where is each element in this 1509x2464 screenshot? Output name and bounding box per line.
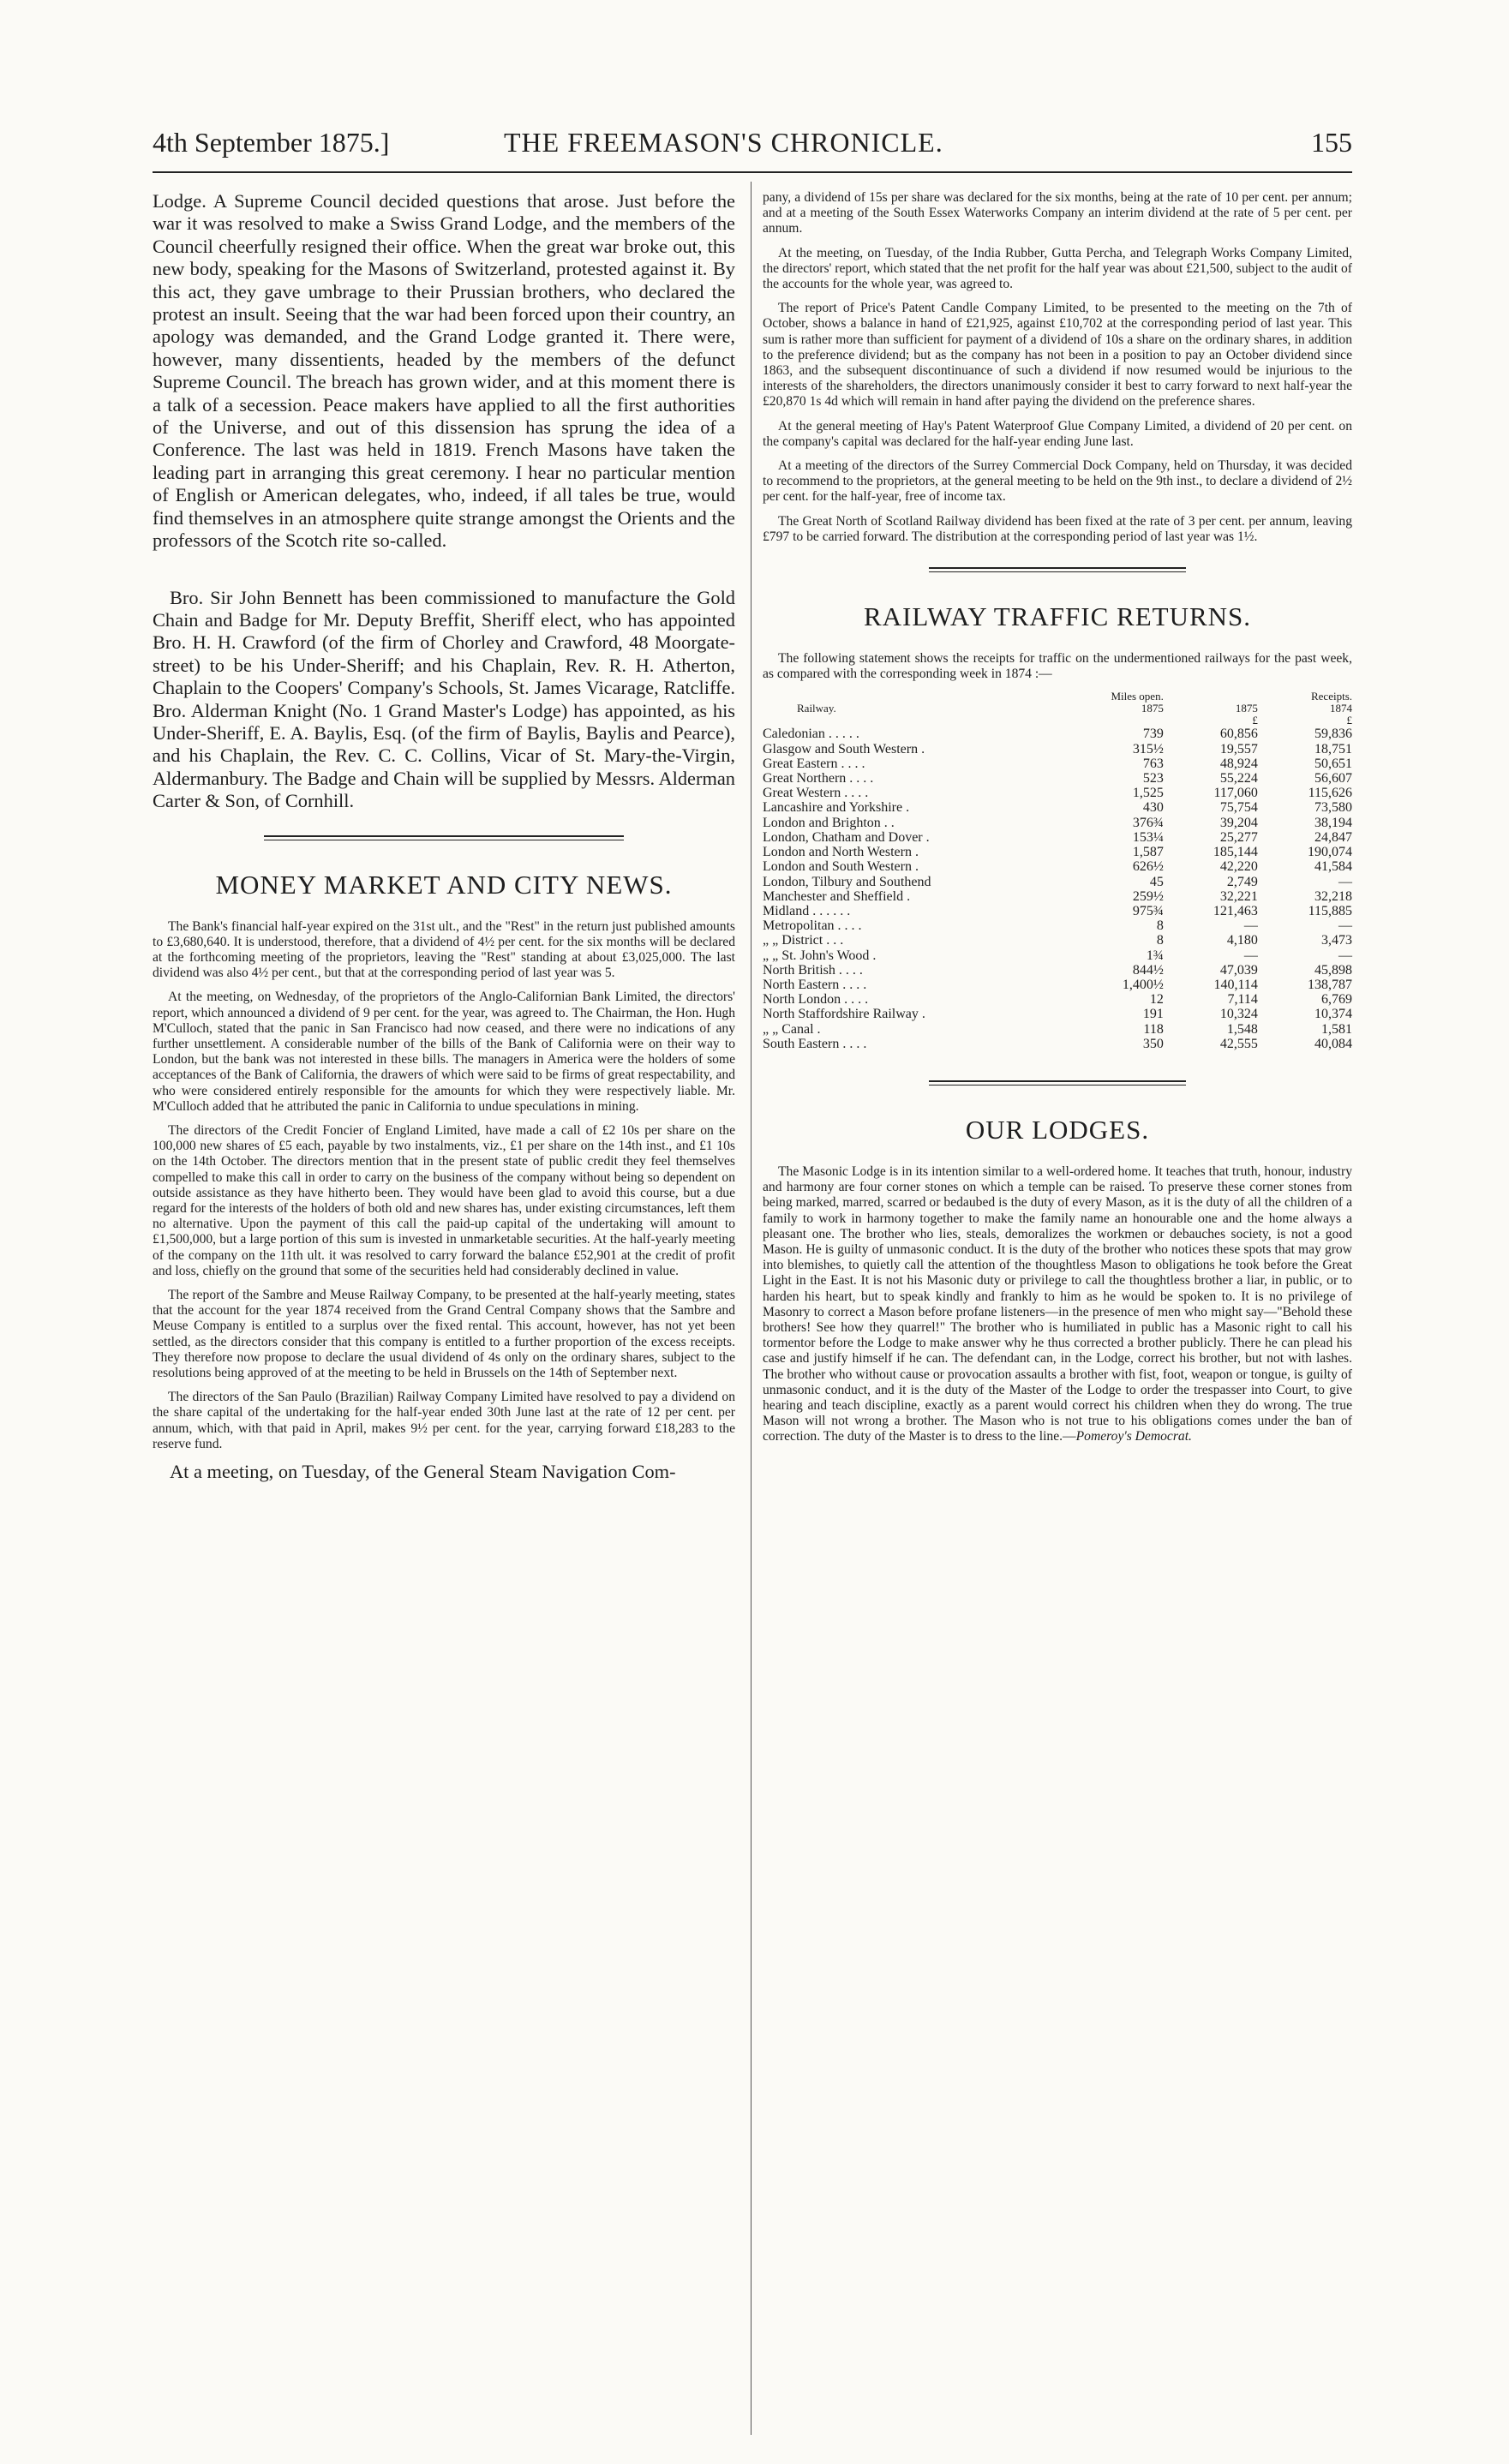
receipts-1874-cell: 38,194 bbox=[1314, 815, 1352, 830]
railway-name-cell: North Staffordshire Railway . bbox=[763, 1007, 925, 1022]
section-rule bbox=[929, 567, 1186, 572]
article-paragraph: At the meeting, on Wednesday, of the proprietors of the Anglo-Californian Bank Limited, the directors' report, which announced a dividend of 9 per cent. for the year, was agreed to. The Chairman, the Hon. Hugh M'Culloch, stated that the panic in San Francisco had now ceased, and there were no indications of any further unsettlement. A considerable number of the bills of the Bank of California were on their way to London, but the bank was not interested in these bills. The managers in America were the holders of some acceptances of the Bank of California, the drawers of which were said to be firms of great respectability, and who were considered entirely responsible for the amounts for which they were respectively liable. Mr. M'Culloch added that he attributed the panic in California to undue speculations in mining. bbox=[153, 990, 735, 1114]
receipts-1874-cell: 50,651 bbox=[1314, 756, 1352, 771]
lodges-heading: OUR LODGES. bbox=[965, 1114, 1150, 1145]
receipts-1874-cell: — bbox=[1338, 948, 1352, 963]
railway-intro: The following statement shows the receipts for traffic on the undermentioned railways for the past week, as compared with the corresponding week in 1874 :— bbox=[763, 651, 1352, 682]
railway-name-cell: South Eastern . . . . bbox=[763, 1036, 867, 1051]
miles-open-cell: 259½ bbox=[1132, 888, 1164, 904]
receipts-1875-cell: 48,924 bbox=[1219, 756, 1258, 771]
table-row bbox=[763, 800, 1352, 815]
miles-open-cell: 1¾ bbox=[1146, 948, 1164, 963]
receipts-1875-cell: 121,463 bbox=[1213, 903, 1258, 918]
column-divider bbox=[751, 182, 752, 2435]
railway-name-cell: London, Chatham and Dover . bbox=[763, 829, 930, 845]
railway-name-cell: Lancashire and Yorkshire . bbox=[763, 800, 910, 816]
page-number: 155 bbox=[1311, 127, 1352, 158]
closing-line-block bbox=[153, 1461, 735, 1483]
article-paragraph: The directors of the San Paulo (Brazilian) Railway Company Limited have resolved to pay a dividend on the share capital of the undertaking for the half-year ended 30th June last at the rate of 12 per cent. per annum, which, with that paid in April, makes 9½ per cent. for the year, carrying forward £18,283 to the reserve fund. bbox=[153, 1390, 735, 1451]
lodges-text: The Masonic Lodge is in its intention similar to a well-ordered home. It teaches that truth, honour, industry and harmony are four corner stones on which a temple can be raised. To preserve these corner stones from being marked, marred, scarred or bedaubed is the duty of every Mason, as it is the duty of all the children of a family to work in harmony together to make the family name an honourable one and the home always a pleasant one. The brother who lies, steals, demoralizes the workmen or debauches society, is not a good Mason. He is guilty of unmasonic conduct. It is the duty of the brother who notices these spots that may grow into blemishes, to quietly call the attention of the thoughtless Mason to obligations he took before the Great Light in the East. It is not his Masonic duty or privilege to call the thoughtless brother a liar, in public, or to harden his heart, but to speak kindly and frankly to him as he would be spoken to. It is no privilege of Masonry to correct a Mason before profane listeners—in the presence of men who might say—"Behold these brothers! See how they quarrel!" The brother who is humiliated in public has a Masonic right to call his tormentor before the Lodge to make answer why he thus corrected a brother publicly. There he can plead his case and justify himself if he can. The defendant can, in the Lodge, correct his brother, but not with lashes. The brother who without cause or provocation assaults a brother with fist, foot, weapon or tongue, is guilty of unmasonic conduct, and it is the duty of the Master of the Lodge to order the trespasser into Court, to give hearing and teach discipline, exactly as a parent would correct his children when they do wrong. The true Mason will not wrong a brother. The Mason who is not true to his obligations comes under the ban of correction. The duty of the Master is to dress to the line.— bbox=[763, 1163, 1352, 1444]
receipts-1874-cell: 32,218 bbox=[1314, 888, 1352, 904]
railway-name-cell: Glasgow and South Western . bbox=[763, 741, 925, 757]
left-column bbox=[153, 190, 735, 1492]
receipts-1874-cell: 115,626 bbox=[1308, 786, 1352, 801]
receipts-1875-cell: 117,060 bbox=[1213, 786, 1258, 801]
railway-name-cell: „ „ Canal . bbox=[763, 1021, 821, 1037]
lodges-source: Pomeroy's Democrat. bbox=[1075, 1429, 1192, 1444]
article-paragraph: Lodge. A Supreme Council decided questions that arose. Just before the war it was resolved to make a Swiss Grand Lodge, and the members of the Council cheerfully resigned their office. When the great war broke out, this new body, speaking for the Masons of Switzerland, protested against it. By this act, they gave umbrage to their Prussian brothers, who declared the protest an insult. Seeing that the war had been forced upon their country, an apology was demanded, and the Grand Lodge granted it. There were, however, many dissentients, headed by the members of the defunct Supreme Council. The breach has grown wider, and at this moment there is a talk of a secession. Peace makers have applied to all the first authorities of the Universe, and out of this dissension has sprung the idea of a Conference. The last was held in 1819. French Masons have taken the leading part in arranging this great ceremony. I hear no particular mention of English or American delegates, who, indeed, if all tales be true, would find themselves in an atmosphere quite strange amongst the Orients and the professors of the Scotch rite so-called. bbox=[153, 190, 735, 552]
table-row bbox=[763, 816, 1352, 830]
miles-open-cell: 315½ bbox=[1132, 741, 1164, 757]
railway-name-cell: „ „ St. John's Wood . bbox=[763, 948, 877, 963]
receipts-1874-cell: 56,607 bbox=[1314, 771, 1352, 786]
article-paragraph: At a meeting of the directors of the Surrey Commercial Dock Company, held on Thursday, it was decided to recommend to the proprietors, at the general meeting to be held on the 9th inst., to declare a dividend of 2½ per cent. for the half-year, free of income tax. bbox=[763, 458, 1352, 505]
closing-line: At a meeting, on Tuesday, of the General Steam Navigation Com- bbox=[170, 1461, 676, 1483]
railway-name-cell: London and South Western . bbox=[763, 859, 919, 875]
receipts-1874-cell: 3,473 bbox=[1321, 933, 1352, 948]
receipts-1874-cell: 6,769 bbox=[1321, 992, 1352, 1008]
receipts-1874-cell: 59,836 bbox=[1314, 727, 1352, 742]
railway-heading: RAILWAY TRAFFIC RETURNS. bbox=[863, 601, 1252, 632]
miles-open-cell: 8 bbox=[1156, 918, 1164, 934]
article-paragraph: The report of Price's Patent Candle Company Limited, to be presented to the meeting on the 7th of October, shows a balance in hand of £21,925, against £10,702 at the corresponding period of last year. This sum is rather more than sufficient for payment of a dividend of 10s a share on the ordinary shares, in addition to the preference dividend; but as the company has not been in a position to pay an October dividend since 1863, and the subsequent discontinuance of such a dividend if now resumed would be injurious to the interests of the shareholders, the directors unanimously consider it best to carry forward to next half-year the £20,870 1s 4d which will remain in hand after paying the dividend on the preference shares. bbox=[763, 301, 1352, 410]
pound-sign: £ bbox=[1252, 714, 1258, 727]
railway-name-cell: Metropolitan . . . . bbox=[763, 918, 862, 934]
receipts-1875-cell: — bbox=[1243, 948, 1258, 963]
issue-date: 4th September 1875.] bbox=[153, 127, 390, 158]
article-paragraph: At the meeting, on Tuesday, of the India Rubber, Gutta Percha, and Telegraph Works Company Limited, the directors' report, which stated that the net profit for the half year was about £21,500, subject to the audit of the accounts for the whole year, was agreed to. bbox=[763, 245, 1352, 292]
table-row bbox=[763, 830, 1352, 845]
receipts-1875-header: 1875 bbox=[1235, 702, 1258, 715]
publication-title: THE FREEMASON'S CHRONICLE. bbox=[504, 127, 943, 158]
receipts-1875-cell: 10,324 bbox=[1219, 1007, 1258, 1022]
page-header bbox=[153, 120, 1352, 173]
miles-open-cell: 763 bbox=[1142, 756, 1164, 771]
table-header-row bbox=[763, 715, 1352, 727]
section-rule bbox=[929, 1080, 1186, 1085]
miles-open-cell: 12 bbox=[1149, 992, 1164, 1008]
receipts-1875-cell: 42,555 bbox=[1219, 1036, 1258, 1051]
railway-name-cell: Manchester and Sheffield . bbox=[763, 888, 911, 904]
railway-name-cell: North British . . . . bbox=[763, 962, 863, 978]
article-paragraph: The report of the Sambre and Meuse Railway Company, to be presented at the half-yearly meeting, states that the account for the year 1874 received from the Grand Central Company shows that the Sambre and Meuse Company is entitled to a surplus over the fixed rental. This account, however, has not yet been settled, as the directors consider that this company is entitled to a further proportion of the excess receipts. They therefore now propose to declare the usual dividend of 4s only on the ordinary shares, subject to the resolutions being approved of at the meeting to be held in Brussels on the 14th of September next. bbox=[153, 1288, 735, 1381]
article-paragraph: The Bank's financial half-year expired on the 31st ult., and the "Rest" in the return just published amounts to £3,680,640. It is understood, therefore, that a dividend of 4½ per cent. for the six months will be declared at the forthcoming meeting of the proprietors, leaving the "Rest" standing at about £3,025,000. The last dividend was also 4½ per cent., but that at the corresponding period of last year was 5. bbox=[153, 918, 735, 981]
miles-open-cell: 1,587 bbox=[1132, 845, 1164, 860]
table-row bbox=[763, 889, 1352, 904]
railway-name-cell: Great Northern . . . . bbox=[763, 771, 874, 786]
table-row bbox=[763, 786, 1352, 800]
miles-open-cell: 118 bbox=[1143, 1021, 1164, 1037]
railway-name-cell: Caledonian . . . . . bbox=[763, 727, 859, 742]
receipts-1874-cell: 115,885 bbox=[1308, 903, 1352, 918]
miles-open-cell: 523 bbox=[1142, 771, 1164, 786]
receipts-1875-cell: 25,277 bbox=[1219, 829, 1258, 845]
table-row bbox=[763, 963, 1352, 978]
receipts-1874-header: 1874 bbox=[1330, 702, 1352, 715]
table-row bbox=[763, 978, 1352, 992]
railway-name-cell: Great Western . . . . bbox=[763, 786, 869, 801]
table-row bbox=[763, 875, 1352, 889]
article-paragraph: The directors of the Credit Foncier of England Limited, have made a call of £2 10s per share on the 100,000 new shares of £5 each, payable by two instalments, viz., £1 per share on the 14th inst., and £1 10s on the 14th October. The directors mention that in the present state of public credit they feel themselves compelled to make this call in order to carry on the business of the company without being so dependent on outside assistance as they have hitherto been. They would have been glad to avoid this course, but a due regard for the interests of the holders of both old and new shares has, under existing circumstances, left them no alternative. Upon the payment of this call the paid-up capital of the undertaking will amount to £1,500,000, but a large portion of this sum is invested in unmarketable securities. At the half-yearly meeting of the company on the 11th ult. it was resolved to carry forward the balance £52,901 at the credit of profit and loss, chiefly on the ground that some of the securities held had considerably declined in value. bbox=[153, 1123, 735, 1278]
miles-open-cell: 376¾ bbox=[1132, 815, 1164, 830]
table-header-row bbox=[763, 703, 1352, 715]
railway-name-cell: North London . . . . bbox=[763, 992, 869, 1008]
receipts-1874-cell: 190,074 bbox=[1308, 845, 1352, 860]
receipts-1875-cell: 42,220 bbox=[1219, 859, 1258, 875]
article-paragraph: At the general meeting of Hay's Patent Waterproof Glue Company Limited, a dividend of 20 per cent. on the company's capital was declared for the half-year ending June last. bbox=[763, 418, 1352, 449]
railway-name-cell: „ „ District . . . bbox=[763, 933, 844, 948]
table-row bbox=[763, 757, 1352, 771]
receipts-1875-cell: 4,180 bbox=[1226, 933, 1258, 948]
miles-year-header: 1875 bbox=[1141, 702, 1164, 715]
railway-name-cell: North Eastern . . . . bbox=[763, 977, 867, 992]
paragraph-gap bbox=[153, 561, 735, 587]
receipts-1875-cell: 2,749 bbox=[1226, 874, 1258, 889]
article-paragraph: pany, a dividend of 15s per share was declared for the six months, being at the rate of 10 per cent. per annum; and at a meeting of the South Essex Waterworks Company an interim dividend at the rate of 5 per cent. per annum. bbox=[763, 190, 1352, 236]
miles-open-cell: 430 bbox=[1142, 800, 1164, 816]
miles-open-cell: 739 bbox=[1142, 727, 1164, 742]
receipts-1874-cell: 45,898 bbox=[1314, 962, 1352, 978]
receipts-1874-cell: 10,374 bbox=[1314, 1007, 1352, 1022]
article-paragraph: Bro. Sir John Bennett has been commissioned to manufacture the Gold Chain and Badge for Mr. Deputy Breffit, Sheriff elect, who has appointed Bro. H. H. Crawford (of the firm of Chorley and Crawford, 48 Moorgate-street) to be his Under-Sheriff; and his Chaplain, Rev. R. H. Atherton, Chaplain to the Coopers' Company's Schools, St. James Vicarage, Ratcliffe. Bro. Alderman Knight (No. 1 Grand Master's Lodge) has appointed, as his Under-Sheriff, E. A. Baylis, Esq. (of the firm of Baylis, Baylis and Pearce), and his Chaplain, the Rev. C. C. Collins, Vicar of St. Mary-the-Virgin, Aldermanbury. The Badge and Chain will be supplied by Messrs. Alderman Carter & Son, of Cornhill. bbox=[153, 586, 735, 812]
receipts-header: Receipts. bbox=[1310, 690, 1352, 703]
railway-traffic-table bbox=[763, 691, 1352, 1050]
table-row bbox=[763, 1022, 1352, 1037]
table-header-row bbox=[763, 691, 1352, 703]
receipts-1875-cell: 19,557 bbox=[1219, 741, 1258, 757]
table-row bbox=[763, 992, 1352, 1007]
table-row bbox=[763, 904, 1352, 918]
receipts-1875-cell: 55,224 bbox=[1219, 771, 1258, 786]
continued-article bbox=[763, 190, 1352, 545]
receipts-1875-cell: 185,144 bbox=[1213, 845, 1258, 860]
pound-sign: £ bbox=[1346, 714, 1352, 727]
table-row bbox=[763, 948, 1352, 963]
table-row bbox=[763, 742, 1352, 757]
table-row bbox=[763, 845, 1352, 859]
miles-open-cell: 975¾ bbox=[1132, 903, 1164, 918]
railway-name-cell: London and Brighton . . bbox=[763, 815, 895, 830]
receipts-1874-cell: 73,580 bbox=[1314, 800, 1352, 816]
money-market-heading: MONEY MARKET AND CITY NEWS. bbox=[215, 869, 673, 900]
railway-column-header: Railway. bbox=[797, 702, 836, 715]
miles-open-cell: 8 bbox=[1156, 933, 1164, 948]
railway-name-cell: London and North Western . bbox=[763, 845, 919, 860]
receipts-1874-cell: 138,787 bbox=[1308, 977, 1352, 992]
table-row bbox=[763, 727, 1352, 741]
receipts-1874-cell: — bbox=[1338, 874, 1352, 889]
receipts-1875-cell: 60,856 bbox=[1219, 727, 1258, 742]
lodges-article bbox=[763, 1164, 1352, 1445]
railway-name-cell: Great Eastern . . . . bbox=[763, 756, 865, 771]
miles-open-cell: 153¼ bbox=[1132, 829, 1164, 845]
miles-open-cell: 626½ bbox=[1132, 859, 1164, 875]
table-row bbox=[763, 1037, 1352, 1051]
table-row bbox=[763, 918, 1352, 933]
receipts-1875-cell: 39,204 bbox=[1219, 815, 1258, 830]
receipts-1875-cell: 75,754 bbox=[1219, 800, 1258, 816]
receipts-1874-cell: 1,581 bbox=[1321, 1021, 1352, 1037]
receipts-1874-cell: 18,751 bbox=[1314, 741, 1352, 757]
receipts-1874-cell: 40,084 bbox=[1314, 1036, 1352, 1051]
railway-intro-block bbox=[763, 651, 1352, 682]
article-paragraph: The Great North of Scotland Railway dividend has been fixed at the rate of 3 per cent. per annum, leaving £797 to be carried forward. The distribution at the corresponding period of last year was 1½. bbox=[763, 513, 1352, 544]
traffic-table-body bbox=[763, 727, 1352, 1050]
section-rule bbox=[264, 835, 624, 840]
miles-open-cell: 1,400½ bbox=[1122, 977, 1164, 992]
intro-article bbox=[153, 190, 735, 813]
money-market-article bbox=[153, 919, 735, 1453]
railway-name-cell: London, Tilbury and Southend bbox=[763, 874, 931, 889]
receipts-1875-cell: 32,221 bbox=[1219, 888, 1258, 904]
table-row bbox=[763, 933, 1352, 948]
table-row bbox=[763, 1007, 1352, 1021]
miles-open-cell: 191 bbox=[1142, 1007, 1164, 1022]
table-row bbox=[763, 771, 1352, 786]
miles-open-header: Miles open. bbox=[1111, 690, 1164, 703]
receipts-1874-cell: 41,584 bbox=[1314, 859, 1352, 875]
miles-open-cell: 1,525 bbox=[1132, 786, 1164, 801]
receipts-1875-cell: 7,114 bbox=[1227, 992, 1258, 1008]
receipts-1874-cell: — bbox=[1338, 918, 1352, 934]
receipts-1875-cell: 1,548 bbox=[1226, 1021, 1258, 1037]
miles-open-cell: 45 bbox=[1149, 874, 1164, 889]
receipts-1875-cell: — bbox=[1243, 918, 1258, 934]
table-row bbox=[763, 859, 1352, 874]
miles-open-cell: 350 bbox=[1142, 1036, 1164, 1051]
receipts-1874-cell: 24,847 bbox=[1314, 829, 1352, 845]
receipts-1875-cell: 47,039 bbox=[1219, 962, 1258, 978]
railway-name-cell: Midland . . . . . . bbox=[763, 903, 851, 918]
right-column bbox=[763, 190, 1352, 1454]
miles-open-cell: 844½ bbox=[1132, 962, 1164, 978]
receipts-1875-cell: 140,114 bbox=[1213, 977, 1258, 992]
article-paragraph bbox=[763, 1164, 1352, 1445]
